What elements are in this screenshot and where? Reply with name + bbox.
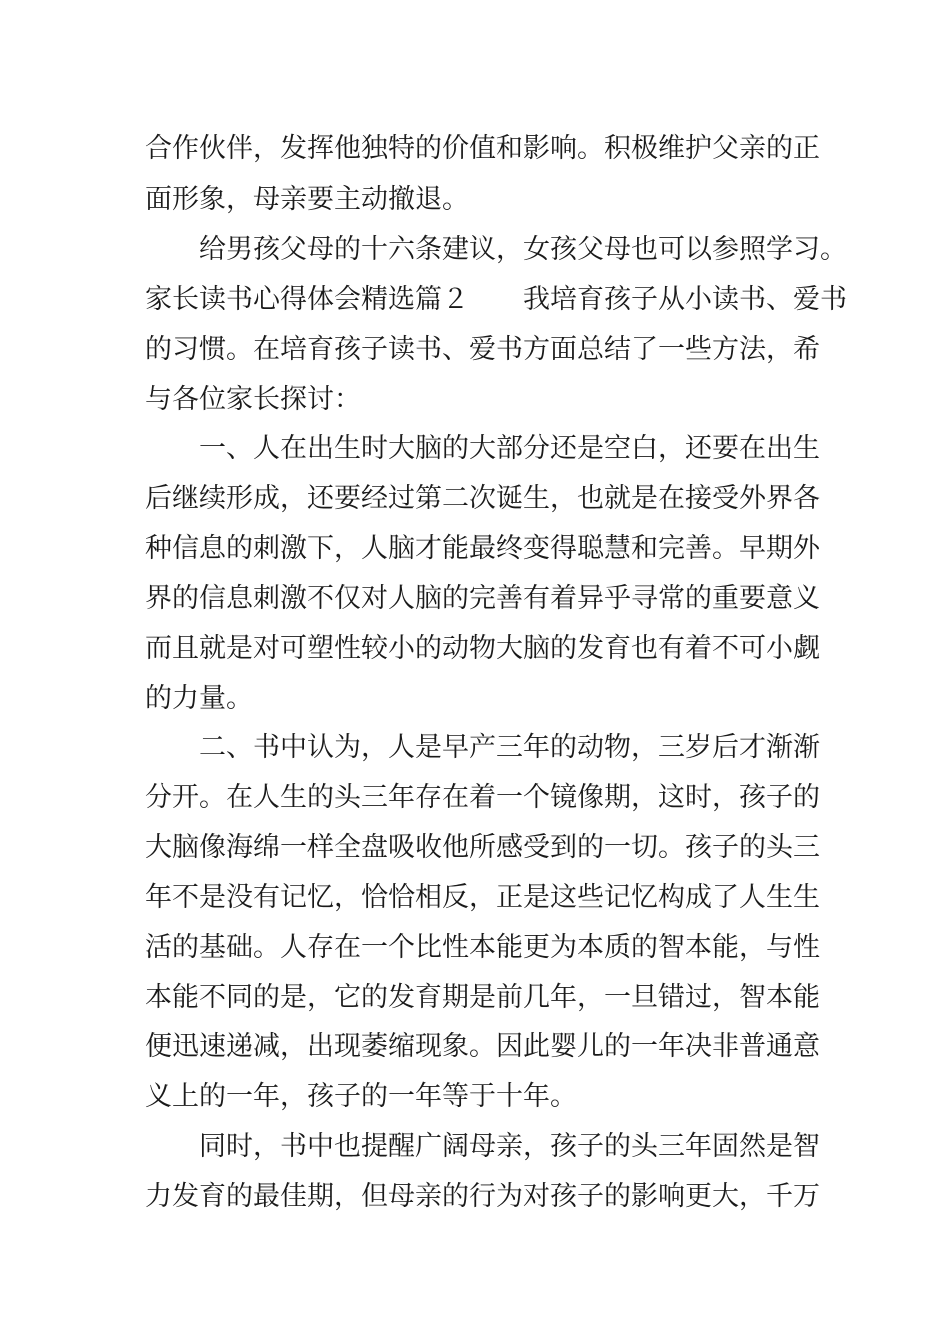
text-line: 年不是没有记忆，恰恰相反，正是这些记忆构成了人生生 — [145, 882, 820, 913]
text-line: 面形象，母亲要主动撤退。 — [145, 184, 469, 215]
text-line: 便迅速递减，出现萎缩现象。因此婴儿的一年决非普通意 — [145, 1031, 820, 1062]
text-line: 一、人在出生时大脑的大部分还是空白，还要在出生 — [199, 433, 820, 464]
text-line: 活的基础。人存在一个比性本能更为本质的智本能，与性 — [145, 932, 820, 963]
text-line: 后继续形成，还要经过第二次诞生，也就是在接受外界各 — [145, 483, 820, 514]
text-line: 家长读书心得体会精选篇２ 我培育孩子从小读书、爱书 — [145, 284, 847, 315]
text-line: 与各位家长探讨： — [145, 384, 361, 415]
text-line: 大脑像海绵一样全盘吸收他所感受到的一切。孩子的头三 — [145, 832, 820, 863]
text-line: 本能不同的是，它的发育期是前几年，一旦错过，智本能 — [145, 982, 820, 1013]
text-line: 种信息的刺激下，人脑才能最终变得聪慧和完善。早期外 — [145, 533, 820, 564]
text-line: 而且就是对可塑性较小的动物大脑的发育也有着不可小觑 — [145, 633, 820, 664]
text-line: 分开。在人生的头三年存在着一个镜像期，这时，孩子的 — [145, 782, 820, 813]
text-line: 的习惯。在培育孩子读书、爱书方面总结了一些方法，希 — [145, 334, 820, 365]
text-line: 二、书中认为，人是早产三年的动物，三岁后才渐渐 — [199, 732, 820, 763]
text-line: 的力量。 — [145, 683, 253, 714]
text-line: 义上的一年，孩子的一年等于十年。 — [145, 1081, 577, 1112]
text-line: 合作伙伴，发挥他独特的价值和影响。积极维护父亲的正 — [145, 133, 820, 164]
text-line: 同时，书中也提醒广阔母亲，孩子的头三年固然是智 — [199, 1131, 820, 1162]
text-line: 界的信息刺激不仅对人脑的完善有着异乎寻常的重要意义 — [145, 583, 820, 614]
text-line: 给男孩父母的十六条建议，女孩父母也可以参照学习。 — [199, 234, 847, 265]
text-line: 力发育的最佳期，但母亲的行为对孩子的影响更大，千万 — [145, 1181, 820, 1212]
